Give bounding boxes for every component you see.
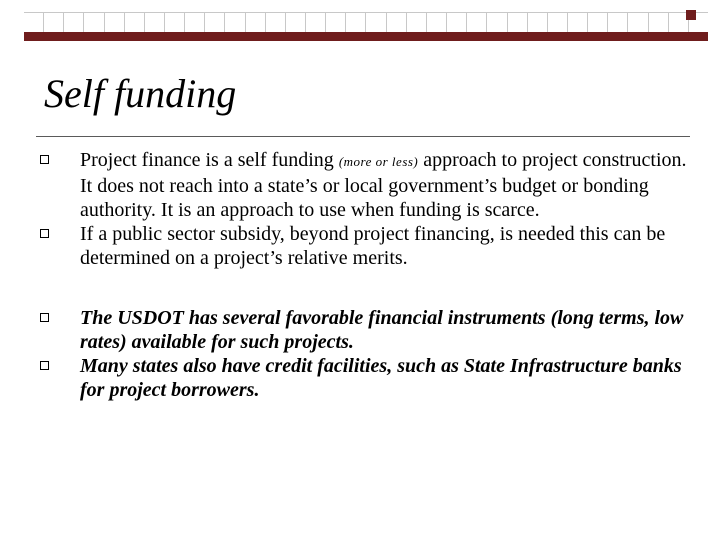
header-grid-cell [487, 13, 506, 34]
header-grid-cell [548, 13, 567, 34]
bullet-text: If a public sector subsidy, beyond project financing, is needed this can be determined on a project’s relative merits. [80, 223, 666, 269]
bullet-item [38, 306, 688, 354]
square-bullet-icon [40, 361, 49, 370]
header-grid-cell [225, 13, 244, 34]
header-grid-cell [205, 13, 224, 34]
bullet-item [38, 222, 688, 270]
header-grid-cell [286, 13, 305, 34]
header-grid-cell [669, 13, 688, 34]
header-grid-cell [266, 13, 285, 34]
corner-accent-square [686, 10, 696, 20]
header-grid-cell [588, 13, 607, 34]
header-grid-cell [105, 13, 124, 34]
header-grid-cell [628, 13, 647, 34]
slide-title: Self funding [44, 71, 237, 116]
header-grid-cell [306, 13, 325, 34]
bullet-text: Project finance is a self funding [80, 149, 339, 171]
header-grid-cell [84, 13, 103, 34]
title-divider [36, 136, 690, 137]
bullet-text: Many states also have credit facilities, such as State Infrastructure banks for project borrowers. [80, 355, 682, 401]
header-grid-cell [508, 13, 527, 34]
header-grid-cell [246, 13, 265, 34]
header-grid-cell [387, 13, 406, 34]
bullet-spacer [38, 270, 688, 306]
bullet-item [38, 354, 688, 402]
header-grid-cell [24, 13, 43, 34]
header-grid-cell [165, 13, 184, 34]
header-grid-cell [528, 13, 547, 34]
square-bullet-icon [40, 229, 49, 238]
bullet-text: The USDOT has several favorable financial instruments (long terms, low rates) available for such projects. [80, 307, 684, 353]
header-grid-cell [649, 13, 668, 34]
bullet-list [38, 148, 688, 402]
header-accent-bar [24, 32, 708, 41]
header-grid-cell [366, 13, 385, 34]
bullet-item [38, 148, 688, 222]
header-grid-cell [326, 13, 345, 34]
header-grid-cell [427, 13, 446, 34]
header-grid-cell [64, 13, 83, 34]
bullet-aside: (more or less) [338, 154, 419, 169]
header-grid-cell [185, 13, 204, 34]
header-grid-cell [608, 13, 627, 34]
header-grid-cell [44, 13, 63, 34]
header-grid-cell [447, 13, 466, 34]
header-grid-cell [467, 13, 486, 34]
square-bullet-icon [40, 155, 49, 164]
header-grid-cell [125, 13, 144, 34]
header-grid-cell [145, 13, 164, 34]
header-grid-cell [568, 13, 587, 34]
header-grid-cell [407, 13, 426, 34]
header-grid-cell [346, 13, 365, 34]
bullet-text: approach to project construction. It does not reach into a state’s or local government’s budget or bonding authority. It is an approach to use when funding is scarce. [80, 149, 687, 221]
square-bullet-icon [40, 313, 49, 322]
header-grid-decoration [24, 12, 708, 34]
